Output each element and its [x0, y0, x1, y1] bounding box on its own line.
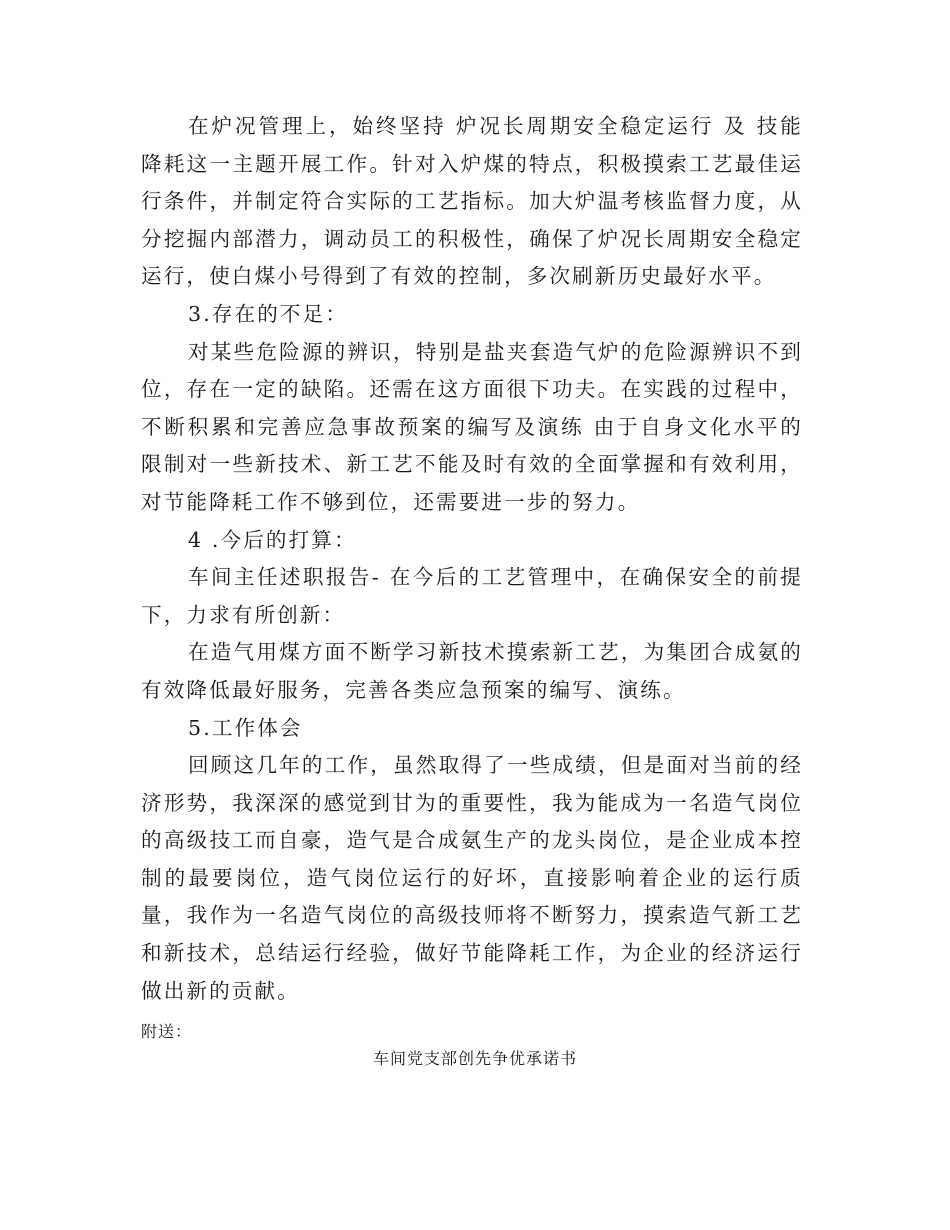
paragraph-future-plans-1: 车间主任述职报告- 在今后的工艺管理中，在确保安全的前提下，力求有所创新： — [141, 565, 803, 627]
paragraph-shortcomings: 对某些危险源的辨识，特别是盐夹套造气炉的危险源辨识不到位，存在一定的缺陷。还需在这方面很下功夫。在实践的过程中，不断积累和完善应急事故预案的编写及演练 由于自身文化水平的限制对一些新技术、新工艺不能及时有效的全面掌握和有效利用，对节能降耗工作不够到位，还需要进一步的努力。 — [141, 339, 803, 514]
section-heading-work-experience: 5.工作体会 — [188, 715, 303, 740]
paragraph-furnace-management: 在炉况管理上，始终坚持 炉况长周期安全稳定运行 及 技能降耗这一主题开展工作。针对入炉煤的特点，积极摸索工艺最佳运行条件，并制定符合实际的工艺指标。加大炉温考核监督力度，从分挖掘内部潜力，调动员工的积极性，确保了炉况长周期安全稳定运行，使白煤小号得到了有效的控制，多次刷新历史最好水平。 — [141, 114, 803, 289]
section-heading-future-plans: 4 .今后的打算： — [188, 527, 357, 552]
paragraph-future-plans-2: 在造气用煤方面不断学习新技术摸索新工艺，为集团合成氨的有效降低最好服务，完善各类应急预案的编写、演练。 — [141, 640, 803, 702]
appendix-title: 车间党支部创先争优承诺书 — [372, 1049, 577, 1068]
section-heading-shortcomings: 3.存在的不足： — [188, 301, 349, 326]
document-body — [141, 108, 803, 1010]
paragraph-work-experience: 回顾这几年的工作，虽然取得了一些成绩，但是面对当前的经济形势，我深深的感觉到甘为的重要性，我为能成为一名造气岗位的高级技工而自豪，造气是合成氨生产的龙头岗位，是企业成本控制的最要岗位，造气岗位运行的好坏，直接影响着企业的运行质量，我作为一名造气岗位的高级技师将不断努力，摸索造气新工艺和新技术，总结运行经验，做好节能降耗工作，为企业的经济运行做出新的贡献。 — [141, 753, 803, 1003]
appendix-label: 附送： — [141, 1022, 193, 1041]
